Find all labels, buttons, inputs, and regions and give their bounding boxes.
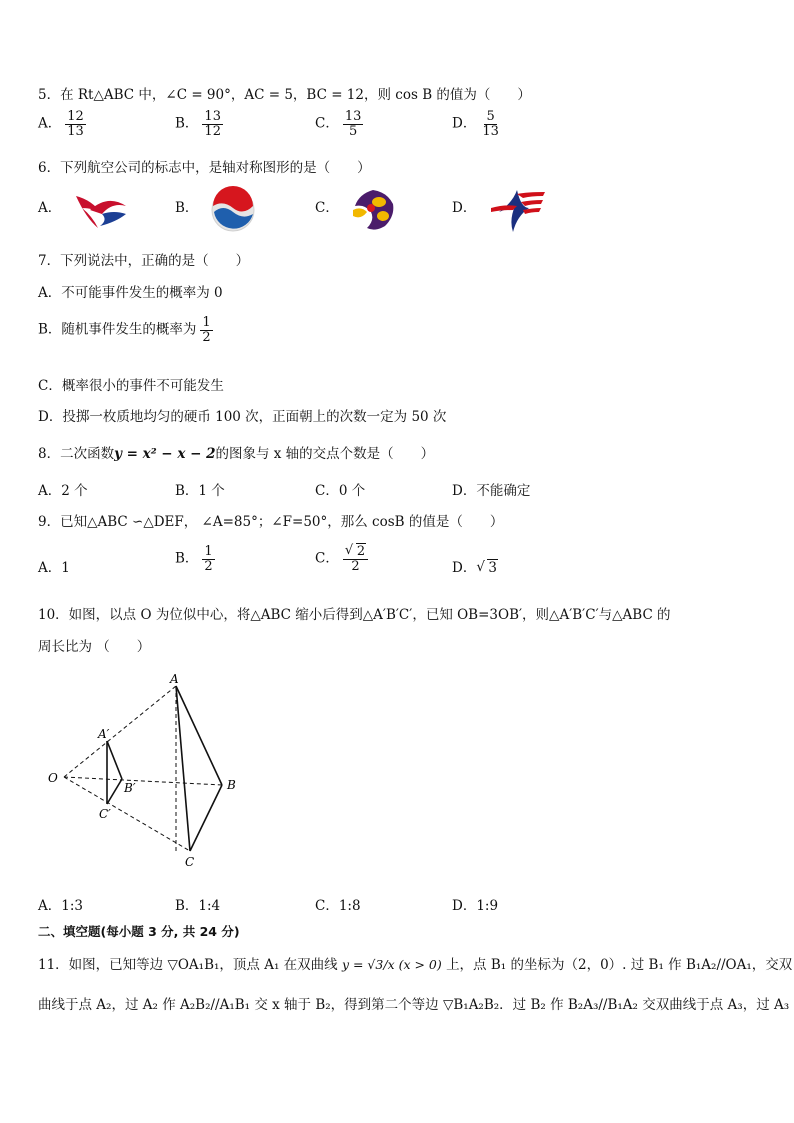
korean-air-logo-icon bbox=[209, 186, 257, 238]
label-o: O bbox=[48, 771, 58, 785]
question-6-stem: 6．下列航空公司的标志中，是轴对称图形的是（ ） bbox=[38, 160, 371, 176]
label-c: C bbox=[185, 855, 195, 869]
q9-option-b: B． $\frac{1}{2}$ bbox=[175, 544, 213, 574]
malaysia-airlines-logo-icon bbox=[487, 186, 549, 238]
question-7-stem: 7．下列说法中，正确的是（ ） bbox=[38, 253, 250, 269]
q7-option-b: B．随机事件发生的概率为 $\frac{1}{2}$ bbox=[38, 315, 211, 345]
q7-option-a: A．不可能事件发生的概率为 0 bbox=[38, 285, 223, 301]
q6-option-d: D． bbox=[452, 186, 549, 238]
q10-option-c: C．1:8 bbox=[315, 898, 361, 914]
thai-airways-logo-icon bbox=[349, 186, 397, 238]
q5-option-a: A． $\frac{12}{13}$ bbox=[38, 109, 84, 139]
question-10-stem-line1: 10．如图，以点 O 为位似中心，将△ABC 缩小后得到△A′B′C′，已知 OB=3OB′，则△A′B′C′与△ABC 的 bbox=[38, 607, 671, 623]
q7-option-d: D．投掷一枚质地均匀的硬币 100 次，正面朝上的次数一定为 50 次 bbox=[38, 409, 447, 425]
q9-option-a: A．1 bbox=[38, 560, 70, 576]
q9-option-c: C． √ $\frac{2}{2}$ bbox=[315, 545, 368, 573]
q6-option-a: A． bbox=[38, 188, 128, 236]
q5-option-c: C． $\frac{13}{5}$ bbox=[315, 109, 362, 139]
question-10-stem-line2: 周长比为 （ ） bbox=[38, 639, 151, 655]
china-eastern-logo-icon bbox=[72, 188, 128, 236]
label-b: B bbox=[227, 778, 236, 792]
label-b-prime: B′ bbox=[124, 781, 136, 795]
q6-option-b: B． bbox=[175, 186, 257, 238]
q10-option-b: B．1:4 bbox=[175, 898, 221, 914]
q8-option-c: C．0 个 bbox=[315, 483, 366, 499]
label-c-prime: C′ bbox=[99, 807, 111, 821]
section-2-heading: 二、填空题(每小题 3 分, 共 24 分) bbox=[38, 924, 240, 939]
q5-option-b: B． $\frac{13}{12}$ bbox=[175, 109, 221, 139]
q10-option-d: D．1:9 bbox=[452, 898, 499, 914]
q9-option-d: D．√ 3 bbox=[452, 556, 498, 576]
q8-option-d: D．不能确定 bbox=[452, 483, 531, 499]
question-5-stem: 5．在 Rt△ABC 中，∠C = 90°，AC = 5，BC = 12，则 cos B 的值为（ ） bbox=[38, 87, 531, 103]
q7-option-c: C．概率很小的事件不可能发生 bbox=[38, 378, 224, 394]
question-11-line2: 曲线于点 A₂，过 A₂ 作 A₂B₂//A₁B₁ 交 x 轴于 B₂，得到第二个等边 ▽B₁A₂B₂．过 B₂ 作 B₂A₃//B₁A₂ 交双曲线于点 A₃，过 A₃ bbox=[38, 997, 790, 1013]
question-11-line1: 11．如图，已知等边 ▽OA₁B₁，顶点 A₁ 在双曲线 y = √3/x (x > 0) 上，点 B₁ 的坐标为（2，0）. 过 B₁ 作 B₁A₂//OA₁，交双 bbox=[38, 957, 793, 973]
q8-option-a: A．2 个 bbox=[38, 483, 88, 499]
q6-option-c: C． bbox=[315, 186, 397, 238]
q10-option-a: A．1:3 bbox=[38, 898, 83, 914]
label-a-prime: A′ bbox=[98, 727, 110, 741]
q10-figure bbox=[40, 668, 250, 882]
q5-option-d: D． $\frac{5}{13}$ bbox=[452, 109, 499, 139]
q8-option-b: B．1 个 bbox=[175, 483, 225, 499]
label-a: A bbox=[170, 672, 179, 686]
question-8-stem: 8．二次函数y = x² − x − 2的图象与 x 轴的交点个数是（ ） bbox=[38, 446, 435, 462]
question-9-stem: 9．已知△ABC ∽△DEF， ∠A=85°；∠F=50°，那么 cosB 的值是（ ） bbox=[38, 514, 504, 530]
